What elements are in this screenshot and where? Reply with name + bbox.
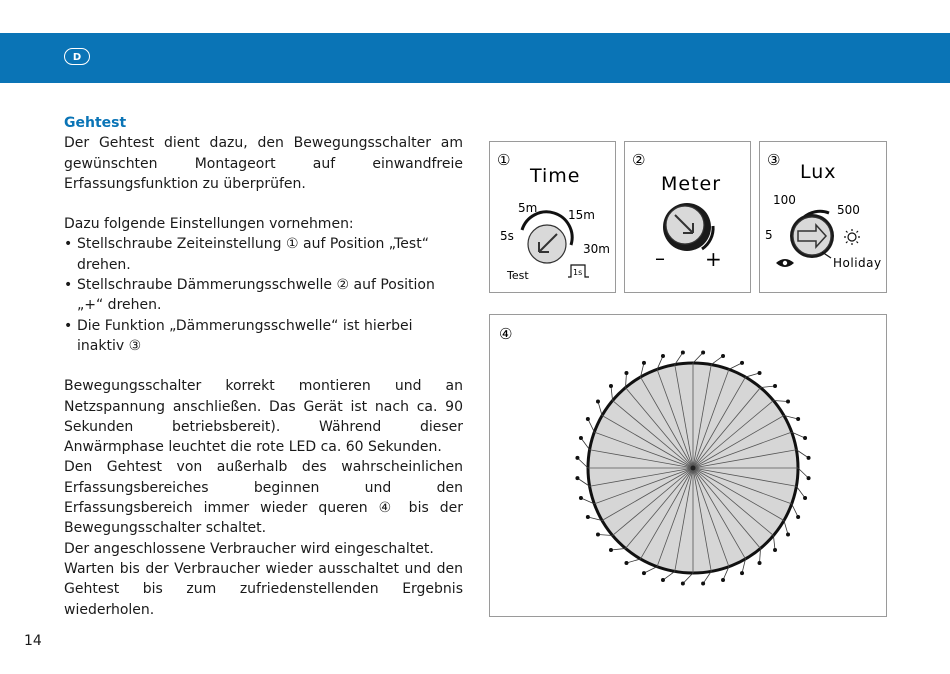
dial-title: Lux (800, 161, 837, 183)
dial-label: 5m (518, 201, 538, 215)
crossing-path (693, 352, 703, 363)
arrow-tip (786, 399, 790, 403)
arrow-tip (740, 361, 744, 365)
arrow-tip (596, 533, 600, 537)
header-bar (0, 33, 950, 83)
arrow-tip (609, 548, 613, 552)
minus-label: – (655, 246, 665, 270)
arrow-tip (642, 571, 646, 575)
arrow-tip (773, 384, 777, 388)
arrow-tip (721, 578, 725, 582)
crossing-path (773, 535, 775, 550)
figure-number: ④ (499, 325, 513, 343)
dial-label: 500 (837, 203, 860, 217)
holiday-leader-line (822, 252, 831, 258)
crossing-path (588, 419, 594, 432)
crossing-path (598, 401, 602, 415)
crossing-path (760, 386, 775, 388)
crossing-path (796, 486, 805, 498)
arrow-tip (701, 350, 705, 354)
list-item: • Stellschraube Zeiteinstellung ① auf Position „Test“ drehen. (64, 234, 463, 275)
dial-label: 15m (568, 208, 595, 222)
arrow-tip (796, 417, 800, 421)
load-paragraph: Der angeschlossene Verbraucher wird eingeschaltet. (64, 540, 434, 557)
dial-label: 1s (573, 268, 583, 277)
crossing-path (577, 458, 588, 468)
arrow-tip (579, 436, 583, 440)
crossing-path (644, 567, 657, 573)
arrow-tip (796, 515, 800, 519)
crossing-path (798, 468, 809, 478)
arrow-tip (596, 399, 600, 403)
detection-pattern-figure (489, 314, 887, 617)
crossing-path (611, 386, 613, 401)
section-heading: Gehtest (64, 115, 127, 131)
figure-number: ③ (767, 151, 781, 169)
arrow-tip (758, 561, 762, 565)
detection-rays (575, 350, 810, 585)
crossing-path (729, 363, 742, 369)
time-dial-figure (489, 141, 616, 293)
crossing-path (611, 548, 626, 550)
page-number: 14 (24, 633, 42, 649)
arrow-tip (701, 582, 705, 586)
arrow-tip (758, 371, 762, 375)
arrow-tip (807, 476, 811, 480)
crossing-path (581, 438, 590, 450)
arrow-tip (642, 361, 646, 365)
list-item: • Die Funktion „Dämmerungsschwelle“ ist hierbei inaktiv ③ (64, 316, 463, 357)
arrow-tip (624, 561, 628, 565)
crossing-path (683, 573, 693, 584)
walk-paragraph: Den Gehtest von außerhalb des wahrscheinlichen Erfassungsbereiches beginnen und den Erfassungsbereich immer wieder queren ④ bis der Bewegungsschalter schaltet. (64, 459, 463, 537)
dial-title: Time (530, 165, 581, 187)
dial-label: 100 (773, 193, 796, 207)
intro-paragraph: Der Gehtest dient dazu, den Bewegungsschalter am gewünschten Montageort auf einwandfreie Erfassungsfunktion zu überprüfen. (64, 135, 463, 192)
arrow-tip (579, 496, 583, 500)
sensor-center (691, 466, 696, 471)
arrow-tip (586, 515, 590, 519)
arrow-tip (624, 371, 628, 375)
arrow-tip (681, 582, 685, 586)
text-column (64, 113, 463, 620)
language-badge: D (64, 48, 90, 65)
dial-label: 30m (583, 242, 610, 256)
figure-number: ① (497, 151, 511, 169)
plus-label: + (705, 247, 722, 271)
arrow-tip (575, 456, 579, 460)
figure-number: ② (632, 151, 646, 169)
list-item: • Stellschraube Dämmerungsschwelle ② auf Position „+“ drehen. (64, 275, 463, 316)
arrow-tip (575, 476, 579, 480)
arrow-tip (740, 571, 744, 575)
mount-paragraph: Bewegungsschalter korrekt montieren und an Netzspannung anschließen. Das Gerät ist nach ca. 90 Sekunden betriebsbereit). Während dieser Anwärmphase leuchtet die rote LED ca. 60 Sekunden. (64, 378, 463, 456)
arrow-tip (803, 496, 807, 500)
arrow-tip (661, 354, 665, 358)
crossing-path (663, 571, 675, 580)
dial-label: Holiday (833, 256, 882, 270)
settings-list (64, 234, 463, 356)
arrow-tip (609, 384, 613, 388)
crossing-path (784, 521, 788, 535)
arrow-tip (786, 533, 790, 537)
sun-icon (844, 229, 860, 245)
arrow-tip (807, 456, 811, 460)
dial-label: 5s (500, 229, 514, 243)
crossing-path (792, 504, 798, 517)
crossing-path (711, 356, 723, 365)
crossing-path (746, 373, 760, 377)
eye-icon (776, 259, 794, 267)
arrow-tip (586, 417, 590, 421)
lux-dial-figure (759, 141, 887, 293)
crossing-path (626, 559, 640, 563)
dial-label: Test (507, 269, 529, 282)
meter-dial-figure (624, 141, 751, 293)
wait-paragraph: Warten bis der Verbraucher wieder ausschaltet und den Gehtest bis zum zufriedenstellenden Ergebnis wiederholen. (64, 560, 463, 618)
settings-intro: Dazu folgende Einstellungen vornehmen: (64, 216, 354, 233)
arrow-tip (721, 354, 725, 358)
dial-label: 5 (765, 228, 773, 242)
arrow-tip (681, 350, 685, 354)
arrow-tip (803, 436, 807, 440)
dial-title: Meter (661, 173, 722, 195)
arrow-tip (773, 548, 777, 552)
arrow-tip (661, 578, 665, 582)
